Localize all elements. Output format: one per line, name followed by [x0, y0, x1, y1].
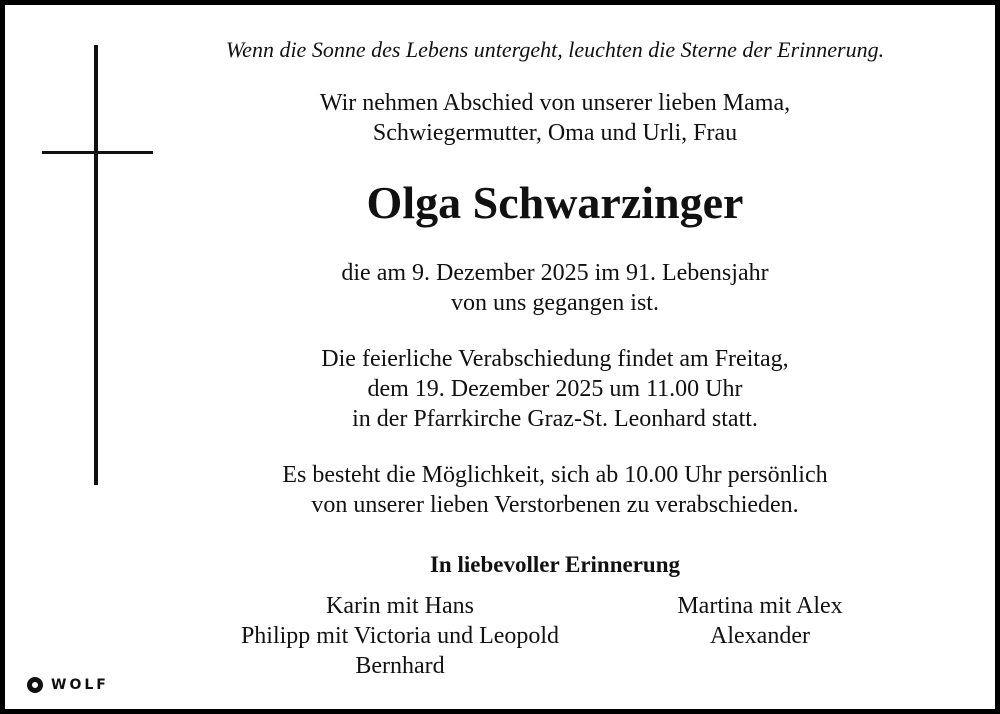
motto: Wenn die Sonne des Lebens untergeht, leuchten die Sterne der Erinnerung.	[225, 37, 885, 62]
deceased-name: Olga Schwarzinger	[366, 177, 744, 228]
mourner-entry: Karin mit Hans	[326, 593, 474, 619]
mourner-entry: Philipp mit Victoria und Leopold	[240, 623, 560, 649]
death-line: die am 9. Dezember 2025 im 91. Lebensjahr	[341, 260, 769, 286]
farewell-line: Es besteht die Möglichkeit, sich ab 10.00 Uhr persönlich	[282, 462, 828, 488]
remembrance-heading: In liebevoller Erinnerung	[429, 552, 681, 577]
ceremony-line: Die feierliche Verabschiedung findet am Freitag,	[321, 346, 789, 372]
ceremony-line: dem 19. Dezember 2025 um 11.00 Uhr	[367, 376, 743, 402]
mourner-entry: Martina mit Alex	[677, 593, 843, 619]
intro-line: Wir nehmen Abschied von unserer lieben Mama,	[319, 90, 791, 116]
farewell-text	[205, 460, 905, 520]
death-line: von uns gegangen ist.	[451, 290, 659, 316]
cross-icon-horizontal	[42, 151, 153, 154]
intro-text	[205, 88, 905, 148]
wolf-logo	[27, 677, 109, 693]
intro-line: Schwiegermutter, Oma und Urli, Frau	[372, 120, 738, 146]
mourner-entry: Bernhard	[355, 653, 445, 679]
cross-icon-vertical	[94, 45, 98, 485]
mourners-right	[645, 591, 875, 651]
mourners-left	[195, 591, 605, 681]
logo-text: WOLF	[51, 677, 109, 693]
ceremony-line: in der Pfarrkirche Graz-St. Leonhard statt.	[352, 406, 758, 432]
mourner-entry: Alexander	[710, 623, 810, 649]
farewell-line: von unserer lieben Verstorbenen zu verabschieden.	[311, 492, 799, 518]
ring-icon	[27, 677, 43, 693]
death-text	[205, 258, 905, 318]
ceremony-text	[205, 344, 905, 434]
